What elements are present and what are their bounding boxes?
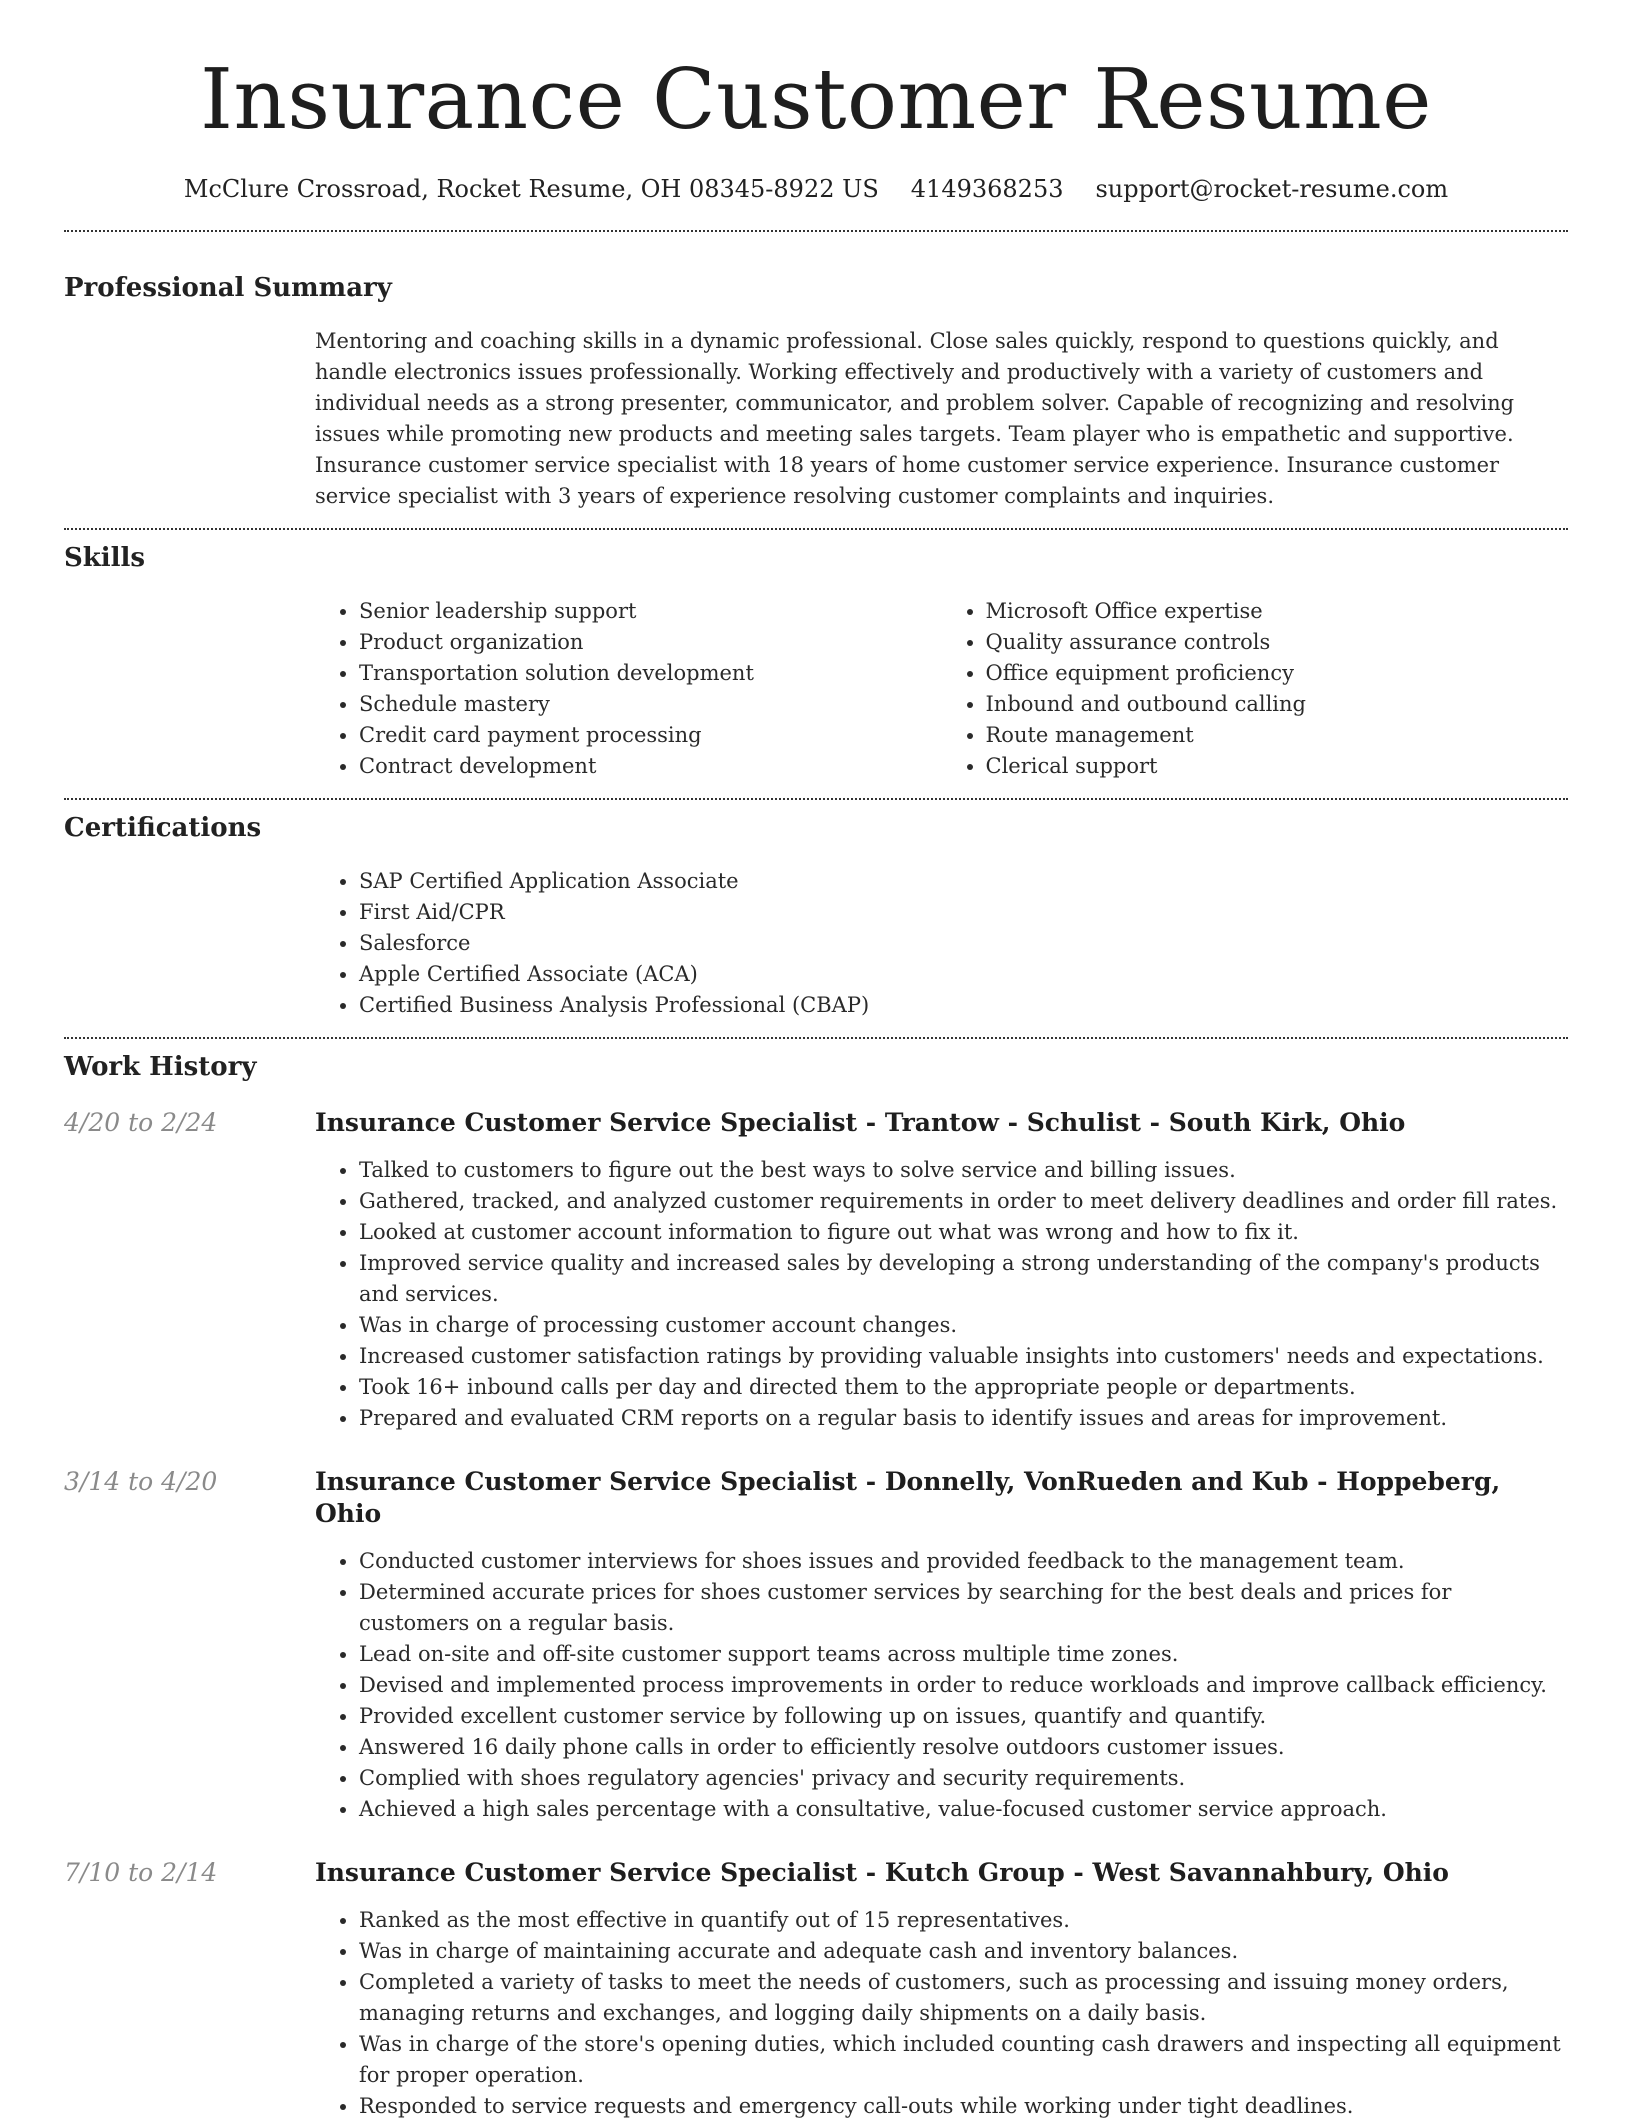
- certifications-heading: Certifications: [64, 813, 262, 843]
- job-entry: [64, 1466, 1568, 1825]
- list-item: • Clerical support: [986, 751, 1569, 782]
- list-item: • Completed a variety of tasks to meet the needs of customers, such as processing and issuing money orders, managing returns and exchanges, and logging daily shipments on a daily basis.: [359, 1967, 1568, 2029]
- contact-line: [0, 174, 1632, 204]
- list-item: • Was in charge of maintaining accurate and adequate cash and inventory balances.: [359, 1936, 1568, 1967]
- list-item: • SAP Certified Application Associate: [359, 866, 1568, 897]
- list-item: • Credit card payment processing: [359, 720, 942, 751]
- job-bullets: [315, 1905, 1568, 2122]
- job-entry: [64, 1857, 1568, 2122]
- job-bullets: [315, 1546, 1568, 1825]
- list-item: • Contract development: [359, 751, 942, 782]
- list-item: • Was in charge of the store's opening duties, which included counting cash drawers and inspecting all equipment for proper operation.: [359, 2029, 1568, 2091]
- phone: 4149368253: [910, 175, 1064, 203]
- job-title: Insurance Customer Service Specialist - Trantow - Schulist - South Kirk, Ohio: [315, 1108, 1406, 1137]
- job-title: Insurance Customer Service Specialist - Kutch Group - West Savannahbury, Ohio: [315, 1858, 1449, 1887]
- list-item: • Certified Business Analysis Professional (CBAP): [359, 990, 1568, 1021]
- list-item: • Product organization: [359, 627, 942, 658]
- summary-text: Mentoring and coaching skills in a dynamic professional. Close sales quickly, respond to questions quickly, and handle electronics issues professionally. Working effectively and productively with a variety of customers and individual needs as a strong presenter, communicator, and problem solver. Capable of recognizing and resolving issues while promoting new products and meeting sales targets. Team player who is empathetic and supportive. Insurance customer service specialist with 18 years of home customer service experience. Insurance customer service specialist with 3 years of experience resolving customer complaints and inquiries.: [315, 329, 1515, 508]
- list-item: • Determined accurate prices for shoes customer services by searching for the best deals and prices for customers on a regular basis.: [359, 1577, 1568, 1639]
- job-date: 3/14 to 4/20: [64, 1467, 218, 1496]
- list-item: • Was in charge of processing customer account changes.: [359, 1310, 1568, 1341]
- list-item: • Answered 16 daily phone calls in order to efficiently resolve outdoors customer issues.: [359, 1732, 1568, 1763]
- skills-section: [0, 530, 1632, 782]
- list-item: • Apple Certified Associate (ACA): [359, 959, 1568, 990]
- list-item: • Office equipment proficiency: [986, 658, 1569, 689]
- work-heading: Work History: [64, 1052, 257, 1082]
- summary-heading: Professional Summary: [64, 273, 392, 303]
- list-item: • Route management: [986, 720, 1569, 751]
- work-section: [0, 1039, 1632, 2122]
- list-item: • Inbound and outbound calling: [986, 689, 1569, 720]
- list-item: • First Aid/CPR: [359, 897, 1568, 928]
- skills-heading: Skills: [64, 543, 146, 573]
- list-item: • Provided excellent customer service by following up on issues, quantify and quantify.: [359, 1701, 1568, 1732]
- job-bullets: [315, 1155, 1568, 1434]
- list-item: • Improved service quality and increased sales by developing a strong understanding of the company's products and services.: [359, 1248, 1568, 1310]
- list-item: • Prepared and evaluated CRM reports on a regular basis to identify issues and areas for improvement.: [359, 1403, 1568, 1434]
- list-item: • Schedule mastery: [359, 689, 942, 720]
- list-item: • Looked at customer account information to figure out what was wrong and how to fix it.: [359, 1217, 1568, 1248]
- list-item: • Achieved a high sales percentage with a consultative, value-focused customer service approach.: [359, 1794, 1568, 1825]
- list-item: • Transportation solution development: [359, 658, 942, 689]
- certifications-section: [0, 800, 1632, 1021]
- list-item: • Gathered, tracked, and analyzed customer requirements in order to meet delivery deadlines and order fill rates.: [359, 1186, 1568, 1217]
- list-item: • Increased customer satisfaction ratings by providing valuable insights into customers' needs and expectations.: [359, 1341, 1568, 1372]
- job-date: 7/10 to 2/14: [64, 1858, 218, 1887]
- summary-section: [0, 232, 1632, 512]
- list-item: • Complied with shoes regulatory agencies' privacy and security requirements.: [359, 1763, 1568, 1794]
- list-item: • Senior leadership support: [359, 596, 942, 627]
- job-date: 4/20 to 2/24: [64, 1108, 218, 1137]
- skills-list-left: [315, 596, 942, 782]
- list-item: • Quality assurance controls: [986, 627, 1569, 658]
- skills-list-right: [942, 596, 1569, 782]
- list-item: • Devised and implemented process improvements in order to reduce workloads and improve callback efficiency.: [359, 1670, 1568, 1701]
- list-item: • Lead on-site and off-site customer support teams across multiple time zones.: [359, 1639, 1568, 1670]
- certifications-list: [315, 866, 1568, 1021]
- list-item: • Talked to customers to figure out the best ways to solve service and billing issues.: [359, 1155, 1568, 1186]
- job-entry: [64, 1107, 1568, 1434]
- list-item: • Responded to service requests and emergency call-outs while working under tight deadlines.: [359, 2091, 1568, 2122]
- list-item: • Ranked as the most effective in quantify out of 15 representatives.: [359, 1905, 1568, 1936]
- list-item: • Microsoft Office expertise: [986, 596, 1569, 627]
- list-item: • Took 16+ inbound calls per day and directed them to the appropriate people or departments.: [359, 1372, 1568, 1403]
- job-title: Insurance Customer Service Specialist - Donnelly, VonRueden and Kub - Hoppeberg, Ohio: [315, 1467, 1501, 1528]
- address: McClure Crossroad, Rocket Resume, OH 08345-8922 US: [183, 175, 879, 203]
- email: support@rocket-resume.com: [1095, 175, 1449, 203]
- list-item: • Salesforce: [359, 928, 1568, 959]
- list-item: • Conducted customer interviews for shoes issues and provided feedback to the management team.: [359, 1546, 1568, 1577]
- resume-title: Insurance Customer Resume: [200, 51, 1432, 148]
